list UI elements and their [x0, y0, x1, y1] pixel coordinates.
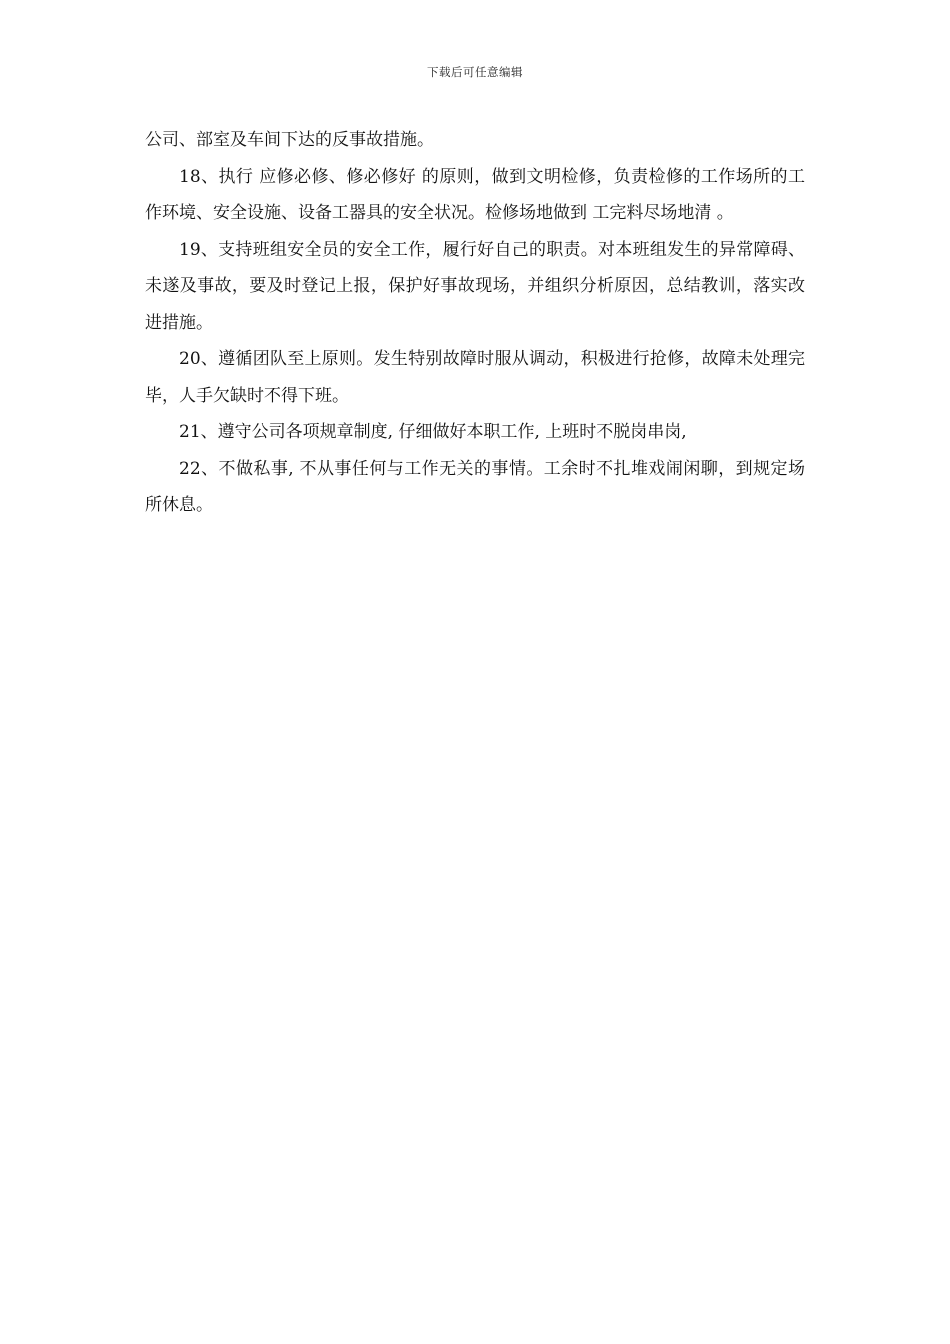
page-header: 下载后可任意编辑	[427, 65, 523, 79]
document-body	[145, 122, 805, 524]
paragraph-21: 21、遵守公司各项规章制度, 仔细做好本职工作, 上班时不脱岗串岗,	[179, 422, 687, 442]
paragraph-continuation: 公司、部室及车间下达的反事故措施。	[145, 130, 434, 150]
paragraph-20: 20、遵循团队至上原则。发生特别故障时服从调动，积极进行抢修，故障未处理完毕，人手欠缺时不得下班。	[145, 349, 805, 406]
paragraph-18: 18、执行 应修必修、修必修好 的原则，做到文明检修，负责检修的工作场所的工作环境、安全设施、设备工器具的安全状况。检修场地做到 工完料尽场地清 。	[145, 166, 805, 223]
paragraph-19: 19、支持班组安全员的安全工作，履行好自己的职责。对本班组发生的异常障碍、未遂及事故，要及时登记上报，保护好事故现场，并组织分析原因，总结教训，落实改进措施。	[145, 239, 805, 333]
paragraph-22: 22、不做私事, 不从事任何与工作无关的事情。工余时不扎堆戏闹闲聊，到规定场所休息。	[145, 458, 805, 515]
